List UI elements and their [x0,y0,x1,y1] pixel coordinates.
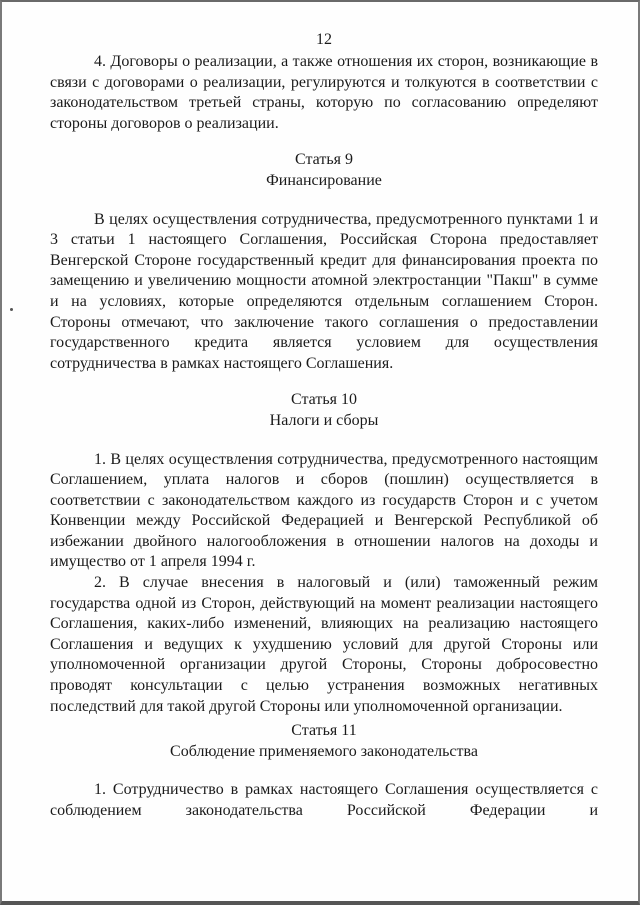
page-number: 12 [316,31,332,48]
scan-speck [10,308,13,311]
article-11-paragraph-1: 1. Сотрудничество в рамках настоящего Соглашения осуществляется с соблюдением законодательства Российской Федерации и [50,781,598,819]
article-11-number: Статья 11 [291,722,357,740]
article-10-number: Статья 10 [291,391,357,409]
article-10-title: Налоги и сборы [269,411,379,429]
article-10-paragraph-2: 2. В случае внесения в налоговый и (или) таможенный режим государства одной из Сторон, действующий на момент реализации настоящего Соглашения, каких-либо изменений, влияющих на реализацию настоящего Соглашения и ведущих к ухудшению условий для другой Стороны или уполномоченной организации другой Стороны, Стороны добросовестно проводят консультации с целью устранения возможных негативных последствий для такой другой Стороны или уполномоченной организации. [50,574,598,715]
page-content [50,30,598,822]
article-11-title: Соблюдение применяемого законодательства [170,742,478,760]
paragraph-4-agreements: 4. Договоры о реализации, а также отношения их сторон, возникающие в связи с договорами о реализации, регулируются и толкуются в соответствии с законодательством третьей страны, которую по согласованию определяют стороны договоров о реализации. [50,53,598,132]
article-9-paragraph: В целях осуществления сотрудничества, предусмотренного пунктами 1 и 3 статьи 1 настоящего Соглашения, Российская Сторона предоставляет Венгерской Стороне государственный кредит для финансирования проекта по замещению и увеличению мощности атомной электростанции "Пакш" в сумме и на условиях, которые определяются отдельным соглашением Сторон. Стороны отмечают, что заключение такого соглашения о предоставлении государственного кредита является условием для осуществления сотрудничества в рамках настоящего Соглашения. [50,210,598,372]
article-9-title: Финансирование [266,171,382,189]
article-10-paragraph-1: 1. В целях осуществления сотрудничества, предусмотренного настоящим Соглашением, уплата налогов и сборов (пошлин) осуществляется в соответствии с законодательством каждого из государств Сторон и с учетом Конвенции между Российской Федерацией и Венгерской Республикой об избежании двойного налогообложения в отношении налогов на доходы и имущество от 1 апреля 1994 г. [50,450,598,571]
article-9-number: Статья 9 [295,151,353,169]
